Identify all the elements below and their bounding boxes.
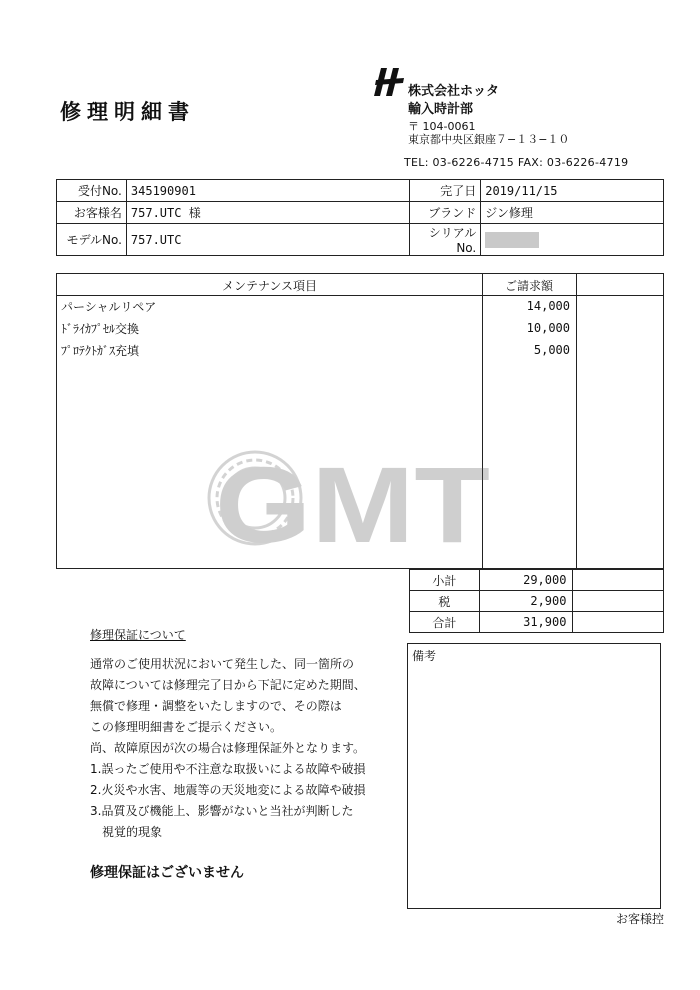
- document-title: 修理明細書: [60, 100, 195, 124]
- company-logo-icon: [374, 66, 406, 98]
- remarks-box: [407, 643, 661, 909]
- model-no-label: モデルNo.: [57, 224, 127, 256]
- company-postal: 〒 104-0061: [408, 120, 476, 133]
- maintenance-item-amount: 14,000: [526, 299, 570, 313]
- brand-value: ジン修理: [481, 202, 664, 224]
- serial-redaction: [485, 232, 539, 248]
- tax-label: 税: [410, 591, 480, 612]
- serial-no-label: シリアルNo.: [410, 224, 481, 256]
- subtotal-value: 29,000: [479, 570, 573, 591]
- serial-no-value: [481, 224, 664, 256]
- warranty-line: 3.品質及び機能上、影響がないと当社が判断した: [90, 804, 354, 818]
- customer-name-value: 757.UTC 様: [126, 202, 409, 224]
- maintenance-item-header: メンテナンス項目: [221, 279, 318, 293]
- total-value: 31,900: [479, 612, 573, 633]
- maintenance-item-amount: 5,000: [533, 343, 570, 357]
- company-tel-fax: TEL: 03-6226-4715 FAX: 03-6226-4719: [404, 156, 629, 169]
- completion-date-label: 完了日: [410, 180, 481, 202]
- subtotal-label: 小計: [410, 570, 480, 591]
- remarks-label: 備考: [412, 649, 437, 663]
- total-label: 合計: [410, 612, 480, 633]
- customer-name-label: お客様名: [57, 202, 127, 224]
- warranty-line: 通常のご使用状況において発生した、同一箇所の: [90, 657, 355, 671]
- info-table: [56, 179, 664, 256]
- tax-value: 2,900: [479, 591, 573, 612]
- maintenance-amount-header: ご請求額: [504, 279, 553, 293]
- warranty-line: 2.火災や水害、地震等の天災地変による故障や破損: [90, 783, 366, 797]
- totals-table: [409, 569, 664, 633]
- model-no-value: 757.UTC: [126, 224, 409, 256]
- company-address: 東京都中央区銀座７−１３−１０: [408, 133, 570, 146]
- maintenance-item-name: ﾄﾞﾗｲｶﾌﾟｾﾙ交換: [61, 322, 140, 336]
- completion-date-value: 2019/11/15: [481, 180, 664, 202]
- watermark-logo: [205, 438, 495, 558]
- brand-label: ブランド: [410, 202, 481, 224]
- warranty-line: 視覚的現象: [90, 825, 163, 839]
- copy-label: お客様控: [616, 912, 665, 926]
- receipt-no-value: 345190901: [126, 180, 409, 202]
- maintenance-row: [57, 318, 663, 340]
- warranty-line: 1.誤ったご使用や不注意な取扱いによる故障や破損: [90, 762, 366, 776]
- maintenance-header: [57, 274, 663, 296]
- maintenance-item-name: ﾌﾟﾛﾃｸﾄｶﾞｽ充填: [61, 344, 140, 358]
- maintenance-row: [57, 340, 663, 362]
- maintenance-item-amount: 10,000: [526, 321, 570, 335]
- maintenance-row: [57, 296, 663, 318]
- warranty-line: この修理明細書をご提示ください。: [90, 720, 283, 734]
- maintenance-item-name: パーシャルリペア: [61, 300, 157, 314]
- warranty-notice: 修理保証はございません: [90, 865, 244, 881]
- watermark-text: GMT: [215, 444, 490, 558]
- warranty-line: 故障については修理完了日から下記に定めた期間、: [90, 678, 366, 692]
- warranty-line: 尚、故障原因が次の場合は修理保証外となります。: [90, 741, 366, 755]
- company-name: 株式会社ホッタ: [408, 84, 500, 99]
- company-department: 輸入時計部: [408, 102, 474, 117]
- receipt-no-label: 受付No.: [57, 180, 127, 202]
- warranty-line: 無償で修理・調整をいたしますので、その際は: [90, 699, 342, 713]
- warranty-title: 修理保証について: [90, 628, 186, 642]
